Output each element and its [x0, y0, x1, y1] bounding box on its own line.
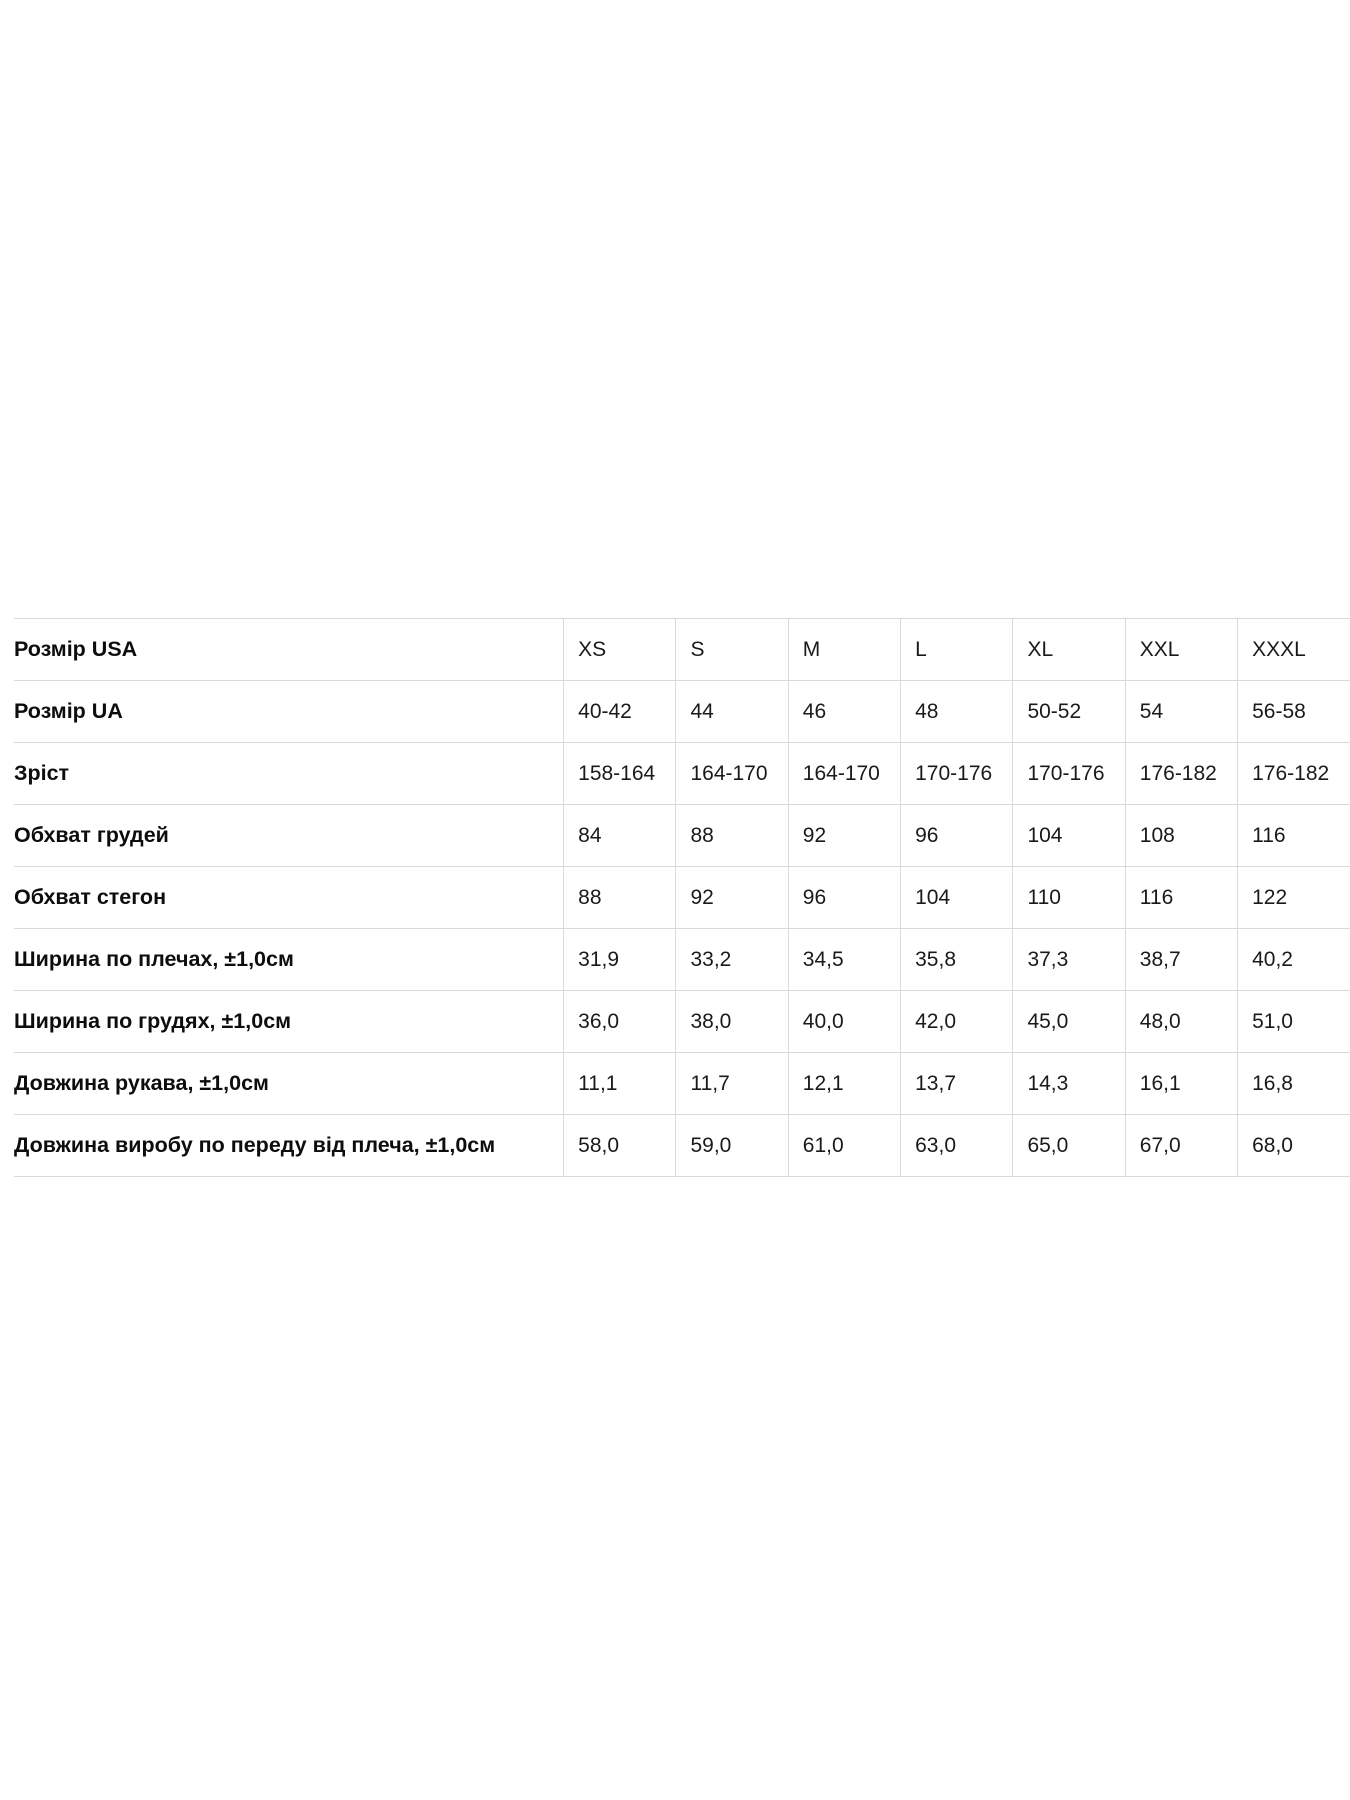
row-cell: 61,0 [788, 1115, 900, 1177]
row-cell: 31,9 [564, 929, 676, 991]
row-cell: 108 [1125, 805, 1237, 867]
row-cell: 40,2 [1238, 929, 1350, 991]
row-cell: M [788, 619, 900, 681]
row-cell: 54 [1125, 681, 1237, 743]
row-cell: 11,7 [676, 1053, 788, 1115]
row-cell: 164-170 [676, 743, 788, 805]
row-cell: S [676, 619, 788, 681]
row-cell: 13,7 [901, 1053, 1013, 1115]
row-cell: 176-182 [1238, 743, 1350, 805]
row-cell: 42,0 [901, 991, 1013, 1053]
table-row [14, 681, 1350, 743]
row-cell: 40,0 [788, 991, 900, 1053]
row-cell: 56-58 [1238, 681, 1350, 743]
row-cell: 16,8 [1238, 1053, 1350, 1115]
row-cell: 164-170 [788, 743, 900, 805]
row-cell: 33,2 [676, 929, 788, 991]
table-row [14, 1115, 1350, 1177]
table-row [14, 619, 1350, 681]
size-table-container [14, 618, 1350, 1177]
row-cell: 44 [676, 681, 788, 743]
row-cell: 84 [564, 805, 676, 867]
row-cell: 122 [1238, 867, 1350, 929]
row-cell: 67,0 [1125, 1115, 1237, 1177]
row-label: Ширина по плечах, ±1,0см [14, 929, 564, 991]
row-cell: 92 [788, 805, 900, 867]
row-label: Розмір USA [14, 619, 564, 681]
row-cell: 176-182 [1125, 743, 1237, 805]
row-label: Ширина по грудях, ±1,0см [14, 991, 564, 1053]
row-cell: 37,3 [1013, 929, 1125, 991]
row-cell: 12,1 [788, 1053, 900, 1115]
row-cell: 104 [901, 867, 1013, 929]
row-cell: 38,7 [1125, 929, 1237, 991]
row-cell: 170-176 [1013, 743, 1125, 805]
row-cell: 88 [564, 867, 676, 929]
row-cell: XXXL [1238, 619, 1350, 681]
row-cell: 59,0 [676, 1115, 788, 1177]
row-cell: 51,0 [1238, 991, 1350, 1053]
row-cell: 116 [1238, 805, 1350, 867]
table-row [14, 929, 1350, 991]
row-cell: 96 [901, 805, 1013, 867]
row-cell: XS [564, 619, 676, 681]
row-cell: 170-176 [901, 743, 1013, 805]
row-cell: 68,0 [1238, 1115, 1350, 1177]
table-row [14, 743, 1350, 805]
row-label: Обхват грудей [14, 805, 564, 867]
row-label: Довжина виробу по переду від плеча, ±1,0см [14, 1115, 564, 1177]
row-cell: 35,8 [901, 929, 1013, 991]
row-cell: 116 [1125, 867, 1237, 929]
row-cell: 63,0 [901, 1115, 1013, 1177]
row-label: Розмір UA [14, 681, 564, 743]
table-row [14, 805, 1350, 867]
row-cell: 46 [788, 681, 900, 743]
row-cell: 110 [1013, 867, 1125, 929]
row-cell: 48,0 [1125, 991, 1237, 1053]
size-table [14, 618, 1350, 1177]
row-cell: L [901, 619, 1013, 681]
row-cell: 65,0 [1013, 1115, 1125, 1177]
row-cell: 11,1 [564, 1053, 676, 1115]
row-cell: 48 [901, 681, 1013, 743]
size-table-body [14, 619, 1350, 1177]
row-cell: 88 [676, 805, 788, 867]
row-cell: 36,0 [564, 991, 676, 1053]
table-row [14, 867, 1350, 929]
row-cell: 58,0 [564, 1115, 676, 1177]
row-cell: 96 [788, 867, 900, 929]
row-cell: XXL [1125, 619, 1237, 681]
row-cell: 40-42 [564, 681, 676, 743]
table-row [14, 991, 1350, 1053]
row-cell: 38,0 [676, 991, 788, 1053]
row-cell: 34,5 [788, 929, 900, 991]
row-cell: 45,0 [1013, 991, 1125, 1053]
row-cell: 50-52 [1013, 681, 1125, 743]
row-label: Обхват стегон [14, 867, 564, 929]
table-row [14, 1053, 1350, 1115]
row-cell: 104 [1013, 805, 1125, 867]
row-cell: 14,3 [1013, 1053, 1125, 1115]
row-label: Зріст [14, 743, 564, 805]
row-label: Довжина рукава, ±1,0см [14, 1053, 564, 1115]
row-cell: 92 [676, 867, 788, 929]
row-cell: XL [1013, 619, 1125, 681]
row-cell: 158-164 [564, 743, 676, 805]
row-cell: 16,1 [1125, 1053, 1237, 1115]
